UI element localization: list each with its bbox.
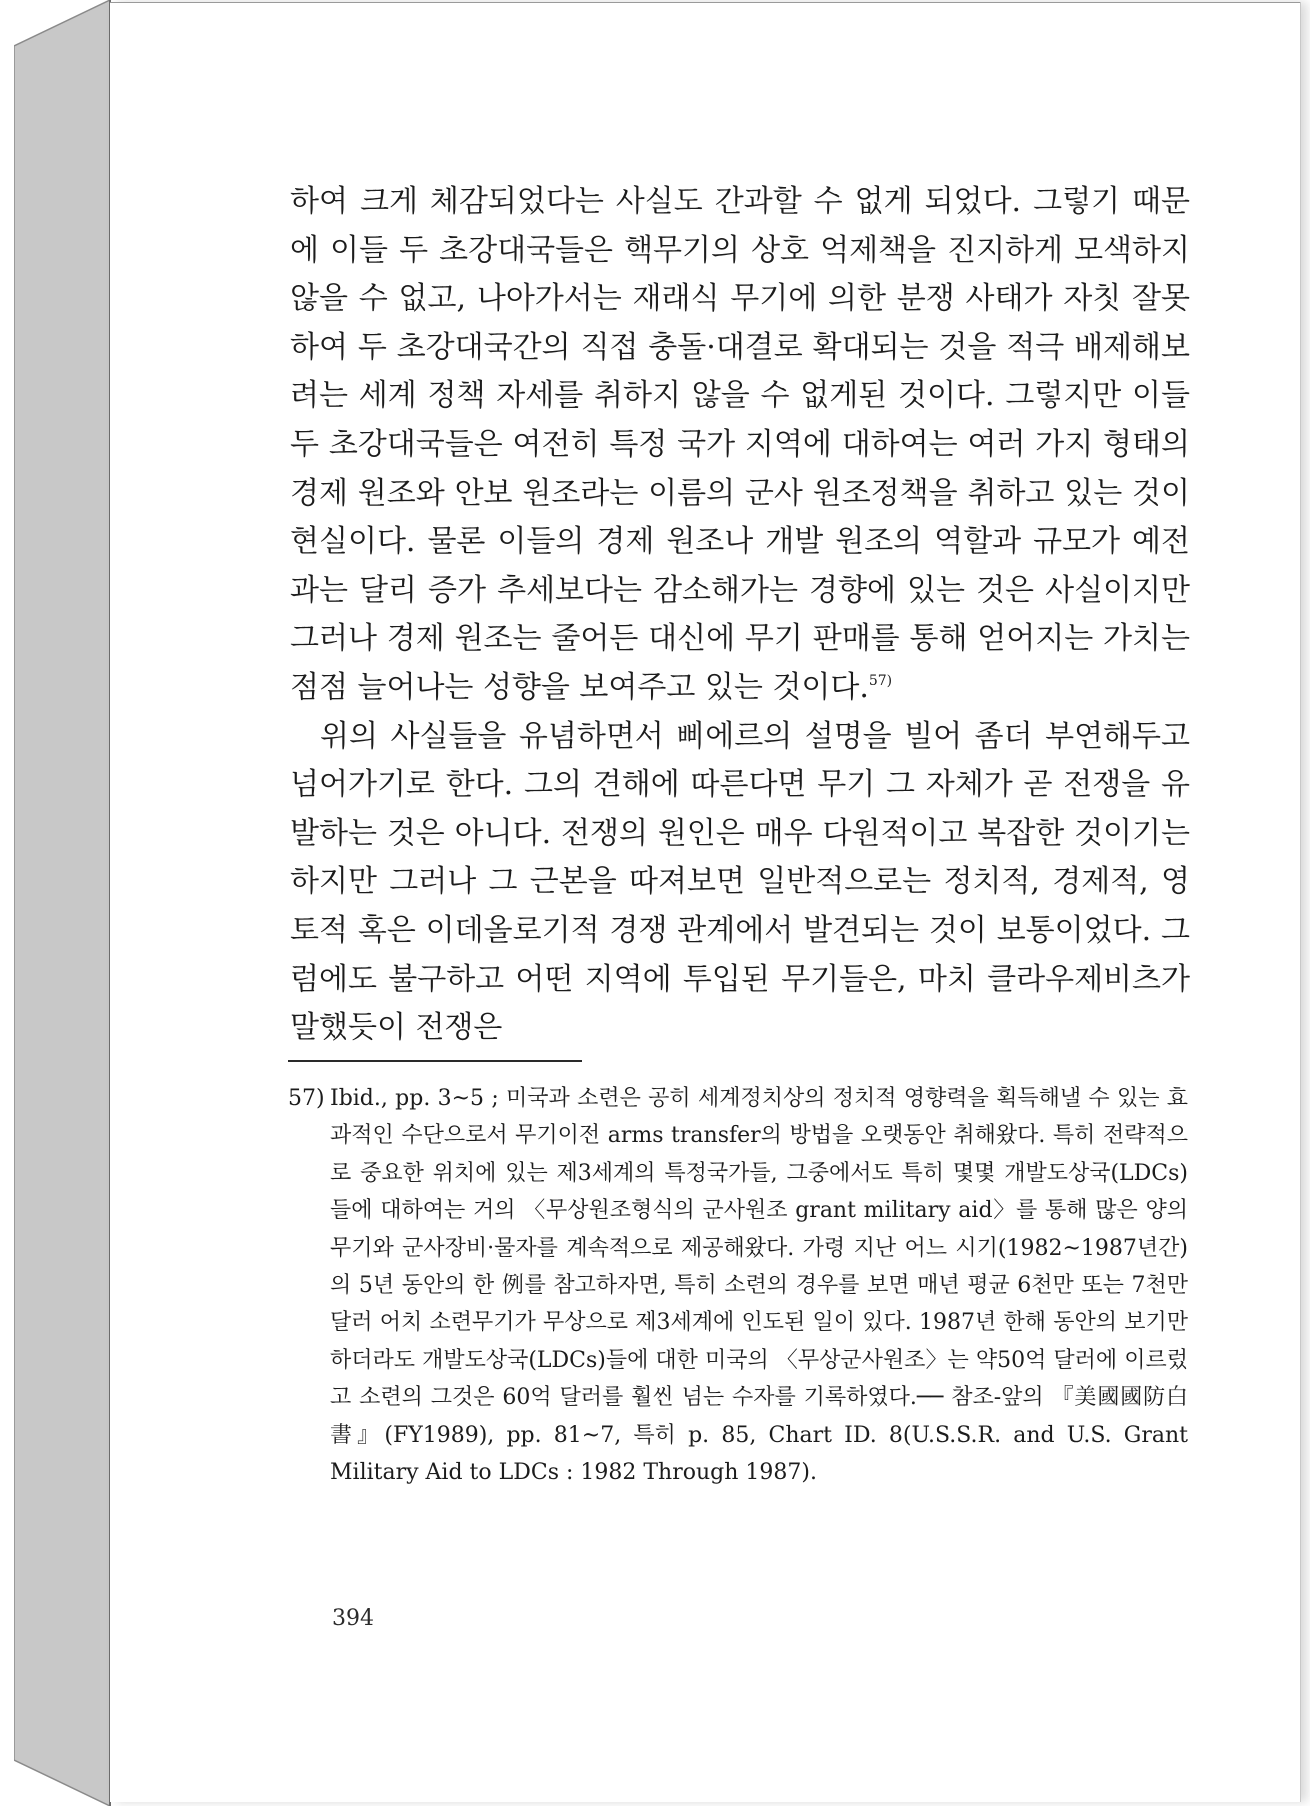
- page-number: 394: [332, 1606, 374, 1631]
- paragraph-2-text: 위의 사실들을 유념하면서 삐에르의 설명을 빌어 좀더 부연해두고 넘어가기로 한다. 그의 견해에 따른다면 무기 그 자체가 곧 전쟁을 유발하는 것은 아니다. 전쟁의 원인은 매우 다원적이고 복잡한 것이기는 하지만 그러나 그 근본을 따져보면 일반적으로는 정치적, 경제적, 영토적 혹은 이데올로기적 경쟁 관계에서 발견되는 것이 보통이었다. 그럼에도 불구하고 어떤 지역에 투입된 무기들은, 마치 클라우제비츠가 말했듯이 전쟁은: [290, 718, 1190, 1046]
- footnote: [288, 1080, 1188, 1491]
- footnote-number: 57): [288, 1086, 325, 1111]
- main-text: [290, 178, 1190, 1053]
- page-top-edge: [110, 2, 1300, 3]
- paragraph: [290, 713, 1190, 1053]
- book-edge: [14, 0, 112, 1806]
- footnote-text: Ibid., pp. 3~5 ; 미국과 소련은 공히 세계정치상의 정치적 영향력을 획득해낼 수 있는 효과적인 수단으로서 무기이전 arms transfer의 방법을 오랫동안 취해왔다. 특히 전략적으로 중요한 위치에 있는 제3세계의 특정국가들, 그중에서도 특히 몇몇 개발도상국(LDCs)들에 대하여는 거의 〈무상원조형식의 군사원조 grant military aid〉를 통해 많은 양의 무기와 군사장비·물자를 계속적으로 제공해왔다. 가령 지난 어느 시기(1982~1987년간)의 5년 동안의 한 例를 참고하자면, 특히 소련의 경우를 보면 매년 평균 6천만 또는 7천만 달러 어치 소련무기가 무상으로 제3세계에 인도된 일이 있다. 1987년 한해 동안의 보기만 하더라도 개발도상국(LDCs)들에 대한 미국의 〈무상군사원조〉는 약50억 달러에 이르렀고 소련의 그것은 60억 달러를 훨씬 넘는 수자를 기록하였다.── 참조-앞의 『美國國防白書』(FY1989), pp. 81~7, 특히 p. 85, Chart ID. 8(U.S.S.R. and U.S. Grant Military Aid to LDCs : 1982 Through 1987).: [330, 1086, 1188, 1486]
- paragraph: [290, 178, 1190, 713]
- paragraph-1-text: 하여 크게 체감되었다는 사실도 간과할 수 없게 되었다. 그렇기 때문에 이들 두 초강대국들은 핵무기의 상호 억제책을 진지하게 모색하지 않을 수 없고, 나아가서는 재래식 무기에 의한 분쟁 사태가 자칫 잘못하여 두 초강대국간의 직접 충돌·대결로 확대되는 것을 적극 배제해보려는 세계 정책 자세를 취하지 않을 수 없게된 것이다. 그렇지만 이들 두 초강대국들은 여전히 특정 국가 지역에 대하여는 여러 가지 형태의 경제 원조와 안보 원조라는 이름의 군사 원조정책을 취하고 있는 것이 현실이다. 물론 이들의 경제 원조나 개발 원조의 역할과 규모가 예전과는 달리 증가 추세보다는 감소해가는 경향에 있는 것은 사실이지만 그러나 경제 원조는 줄어든 대신에 무기 판매를 통해 얻어지는 가치는 점점 늘어나는 성향을 보여주고 있는 것이다.: [290, 184, 1190, 705]
- footnote-separator: [288, 1060, 582, 1062]
- footnote-reference[interactable]: 57): [868, 672, 893, 689]
